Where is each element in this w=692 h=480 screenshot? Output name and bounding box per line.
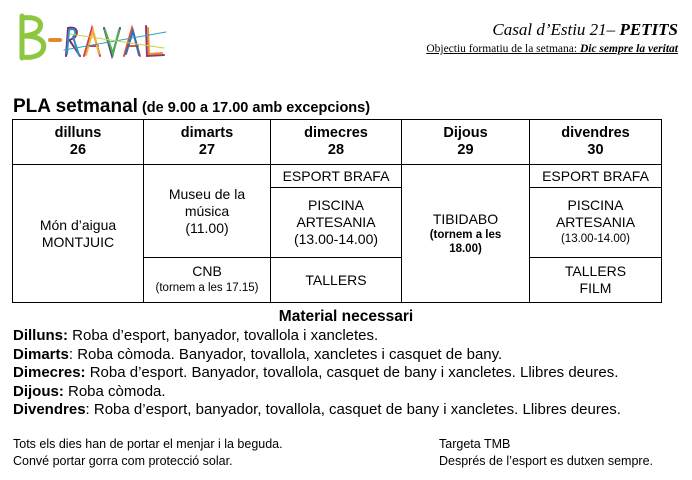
dimarts-museum: Museu de la música (11.00) — [144, 165, 271, 258]
header-title-prefix: Casal d’Estiu 21– — [492, 20, 616, 39]
schedule-row-1 — [13, 165, 662, 188]
day-header-dimecres: dimecres 28 — [271, 120, 402, 165]
day-header-dijous: Dijous 29 — [402, 120, 530, 165]
materials-item-dimecres: Dimecres: Roba d’esport. Banyador, tovallola, casquet de bany i xancletes. Llibres deures. — [13, 364, 619, 382]
objective-label: Objectiu formatiu de la setmana: — [426, 43, 578, 55]
footer-note: Targeta TMB — [439, 437, 511, 451]
dimecres-workshops: TALLERS — [271, 258, 402, 303]
materials-item-dimarts: Dimarts: Roba còmoda. Banyador, tovallola, xancletes i casquet de bany. — [13, 345, 503, 363]
b-raval-logo — [14, 10, 179, 64]
plan-heading — [13, 96, 370, 118]
days-header-row — [13, 120, 662, 165]
header-title — [492, 20, 678, 40]
materials-item-dijous: Dijous: Roba còmoda. — [13, 382, 166, 400]
dimecres-sport: ESPORT BRAFA — [271, 165, 402, 188]
weekly-schedule-table — [12, 119, 662, 303]
dimarts-cnb: CNB (tornem a les 17.15) — [144, 258, 271, 303]
logo-b-letter — [22, 16, 44, 58]
dimecres-pool: PISCINA ARTESANIA (13.00-14.00) — [271, 188, 402, 258]
footer-note: Convé portar gorra com protecció solar. — [13, 454, 233, 468]
divendres-workshops: TALLERS FILM — [530, 258, 662, 303]
materials-item-dilluns: Dilluns: Roba d’esport, banyador, tovallola i xancletes. — [13, 327, 379, 344]
plan-subtitle: (de 9.00 a 17.00 amb excepcions) — [141, 100, 371, 116]
day-header-dilluns: dilluns 26 — [13, 120, 144, 165]
header-group: PETITS — [619, 20, 678, 39]
footer-left — [13, 436, 283, 470]
footer-note: Tots els dies han de portar el menjar i la beguda. — [13, 437, 283, 451]
objective-value: Dic sempre la veritat — [579, 43, 678, 55]
materials-item-divendres: Divendres: Roba d’esport, banyador, tovallola, casquet de bany i xancletes. Llibres deures. — [13, 401, 621, 419]
footer-right — [439, 436, 653, 470]
footer-note: Després de l’esport es dutxen sempre. — [439, 454, 653, 468]
logo-raval-scribble — [64, 26, 166, 56]
materials-title: Material necessari — [278, 308, 414, 325]
header-objective — [426, 43, 678, 55]
plan-title: PLA setmanal — [13, 96, 138, 117]
svg-text:B-RAVAL: B-RAVAL — [14, 10, 19, 11]
day-header-divendres: divendres 30 — [530, 120, 662, 165]
materials-list — [13, 327, 621, 420]
divendres-pool: PISCINA ARTESANIA (13.00-14.00) — [530, 188, 662, 258]
day-header-dimarts: dimarts 27 — [144, 120, 271, 165]
dilluns-activity: Món d’aigua MONTJUIC — [13, 165, 144, 303]
dijous-activity: TIBIDABO (tornem a les 18.00) — [402, 165, 530, 303]
divendres-sport: ESPORT BRAFA — [530, 165, 662, 188]
